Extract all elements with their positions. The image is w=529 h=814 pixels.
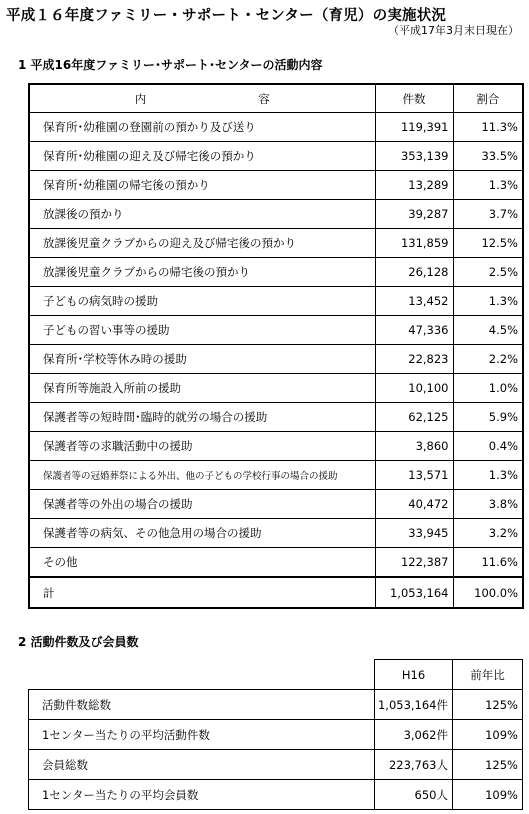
summary-value: 223,763人 xyxy=(375,750,453,780)
row-ratio: 1.3% xyxy=(453,461,523,490)
row-ratio: 4.5% xyxy=(453,316,523,345)
row-label: 保護者等の外出の場合の援助 xyxy=(29,490,375,519)
row-count: 62,125 xyxy=(375,403,453,432)
row-ratio: 3.7% xyxy=(453,200,523,229)
row-count: 33,945 xyxy=(375,519,453,548)
header-content-a: 内 xyxy=(134,91,147,106)
row-count: 40,472 xyxy=(375,490,453,519)
row-label: 保護者等の短時間･臨時的就労の場合の援助 xyxy=(29,403,375,432)
row-count: 353,139 xyxy=(375,142,453,171)
table-row xyxy=(29,403,523,432)
table-row xyxy=(29,142,523,171)
row-ratio: 0.4% xyxy=(453,432,523,461)
row-ratio: 11.6% xyxy=(453,548,523,578)
summary-label: 会員総数 xyxy=(29,750,375,780)
row-label: 放課後児童クラブからの迎え及び帰宅後の預かり xyxy=(29,229,375,258)
row-ratio: 3.8% xyxy=(453,490,523,519)
row-label: 保護者等の病気、その他急用の場合の援助 xyxy=(29,519,375,548)
row-label: 保育所･幼稚園の帰宅後の預かり xyxy=(29,171,375,200)
row-label: 放課後児童クラブからの帰宅後の預かり xyxy=(29,258,375,287)
summary-value: 1,053,164件 xyxy=(375,690,453,720)
header-content xyxy=(29,84,375,113)
row-count: 10,100 xyxy=(375,374,453,403)
table-row xyxy=(29,374,523,403)
row-label: 保護者等の求職活動中の援助 xyxy=(29,432,375,461)
row-count: 13,571 xyxy=(375,461,453,490)
row-ratio: 3.2% xyxy=(453,519,523,548)
summary-value: 650人 xyxy=(375,780,453,810)
row-label: 保育所等施設入所前の援助 xyxy=(29,374,375,403)
row-count: 22,823 xyxy=(375,345,453,374)
header-blank xyxy=(29,660,375,690)
page-title: 平成１６年度ファミリー・サポート・センター（育児）の実施状況 xyxy=(6,8,447,24)
table-row xyxy=(29,229,523,258)
row-ratio: 2.2% xyxy=(453,345,523,374)
section2-title: 2 活動件数及び会員数 xyxy=(18,635,139,649)
row-count: 47,336 xyxy=(375,316,453,345)
row-count: 3,860 xyxy=(375,432,453,461)
row-label: 保育所･幼稚園の登園前の預かり及び送り xyxy=(29,113,375,142)
table-row xyxy=(29,258,523,287)
table-row xyxy=(29,490,523,519)
date-note: （平成17年3月末日現在） xyxy=(388,24,519,37)
summary-yoy: 125% xyxy=(453,690,523,720)
table-row xyxy=(29,720,523,750)
row-ratio: 11.3% xyxy=(453,113,523,142)
table-row xyxy=(29,690,523,720)
summary-value: 3,062件 xyxy=(375,720,453,750)
row-label: 保育所･幼稚園の迎え及び帰宅後の預かり xyxy=(29,142,375,171)
table-row xyxy=(29,750,523,780)
header-count: 件数 xyxy=(375,84,453,113)
table-row xyxy=(29,519,523,548)
row-ratio: 1.3% xyxy=(453,287,523,316)
table-row xyxy=(29,316,523,345)
summary-yoy: 109% xyxy=(453,720,523,750)
table-row xyxy=(29,287,523,316)
summary-table xyxy=(28,659,523,810)
summary-label: 1センター当たりの平均活動件数 xyxy=(29,720,375,750)
row-ratio: 12.5% xyxy=(453,229,523,258)
table-row xyxy=(29,200,523,229)
row-ratio: 1.3% xyxy=(453,171,523,200)
header-content-b: 容 xyxy=(258,91,270,106)
table-row xyxy=(29,113,523,142)
row-ratio: 5.9% xyxy=(453,403,523,432)
row-count: 26,128 xyxy=(375,258,453,287)
total-count: 1,053,164 xyxy=(375,577,453,608)
row-label: 子どもの習い事等の援助 xyxy=(29,316,375,345)
activity-table-header xyxy=(29,84,523,113)
row-label: 保育所･学校等休み時の援助 xyxy=(29,345,375,374)
table-row xyxy=(29,780,523,810)
row-count: 122,387 xyxy=(375,548,453,578)
row-count: 13,289 xyxy=(375,171,453,200)
row-ratio: 1.0% xyxy=(453,374,523,403)
table-row xyxy=(29,461,523,490)
table-row xyxy=(29,548,523,578)
row-count: 131,859 xyxy=(375,229,453,258)
row-label: その他 xyxy=(29,548,375,578)
row-count: 39,287 xyxy=(375,200,453,229)
row-count: 13,452 xyxy=(375,287,453,316)
row-label: 子どもの病気時の援助 xyxy=(29,287,375,316)
total-ratio: 100.0% xyxy=(453,577,523,608)
summary-table-header xyxy=(29,660,523,690)
table-row xyxy=(29,432,523,461)
total-row xyxy=(29,577,523,608)
row-ratio: 2.5% xyxy=(453,258,523,287)
summary-yoy: 125% xyxy=(453,750,523,780)
summary-label: 活動件数総数 xyxy=(29,690,375,720)
section1-title: 1 平成16年度ファミリー･サポート･センターの活動内容 xyxy=(18,58,323,72)
header-yoy: 前年比 xyxy=(453,660,523,690)
table-row xyxy=(29,171,523,200)
activity-table xyxy=(28,83,524,609)
row-label: 保護者等の冠婚葬祭による外出、他の子どもの学校行事の場合の援助 xyxy=(29,461,375,490)
header-ratio: 割合 xyxy=(453,84,523,113)
row-label: 放課後の預かり xyxy=(29,200,375,229)
row-ratio: 33.5% xyxy=(453,142,523,171)
summary-label: 1センター当たりの平均会員数 xyxy=(29,780,375,810)
row-count: 119,391 xyxy=(375,113,453,142)
table-row xyxy=(29,345,523,374)
summary-yoy: 109% xyxy=(453,780,523,810)
total-label: 計 xyxy=(29,577,375,608)
header-h16: H16 xyxy=(375,660,453,690)
